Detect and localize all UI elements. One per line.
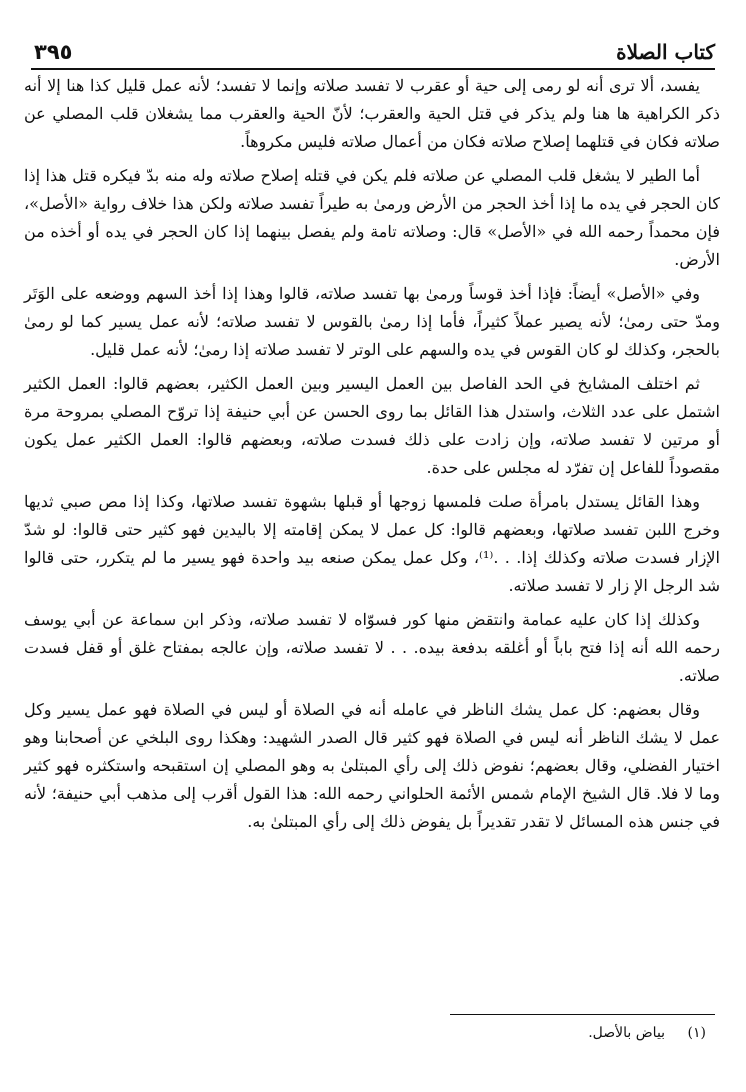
page-number: ٣٩٥: [34, 40, 73, 64]
page-header: [34, 30, 715, 64]
paragraph: وكذلك إذا كان عليه عمامة وانتقض منها كور فسوّاه لا تفسد صلاته، وذكر ابن سماعة عن أبي يوسف رحمه الله أنه إذا فتح باباً أو أغلقه بدفعة بيده. . . لا تفسد صلاته، وإن عالجه بمفتاح غلق أو قفل فسدت صلاته.: [24, 610, 720, 685]
main-text: [24, 72, 720, 842]
paragraph: يفسد، ألا ترى أنه لو رمى إلى حية أو عقرب لا تفسد صلاته وإنما لا تفسد؛ لأنه عمل قليل كذا هنا إلا أنه ذكر الكراهية ها هنا ولم يذكر في قتل الحية والعقرب؛ لأنّ الحية والعقرب مما يشغلان قلب المصلي عن صلاته فكان في قتلهما إصلاح صلاته فكان من أعمال صلاته فليس مكروهاً.: [24, 76, 720, 151]
header-rule: [31, 68, 715, 70]
paragraph: أما الطير لا يشغل قلب المصلي عن صلاته فلم يكن في قتله إصلاح صلاته وله منه بدّ فيكره قتل هذا إذا كان الحجر في يده ما إذا أخذ الحجر من الأرض ورمىٰ به طيراً تفسد صلاته ولكن هذا خلاف رواية «الأصل»، فإن محمداً رحمه الله في «الأصل» قال: وصلاته تامة ولم يفصل بينهما إذا كان الحجر في يده أو أخذه من الأرض.: [24, 166, 720, 269]
footnote: [588, 1022, 706, 1044]
footnote-marker: (١): [687, 1025, 706, 1041]
footnote-text: بياض بالأصل.: [588, 1025, 666, 1041]
paragraph: وهذا القائل يستدل بامرأة صلت فلمسها زوجها أو قبلها بشهوة تفسد صلاتها، وكذا إذا مص صبي ثديها وخرج اللبن تفسد صلاتها، وبعضهم قالوا: كل عمل لا يمكن إقامته إلا باليدين فهو كثير حتى قالوا: لو شدّ الإزار فسدت صلاته وكذلك إذا. . .⁽¹⁾، وكل عمل يمكن صنعه بيد واحدة فهو يسير ما لم يتكرر، حتى قالوا شد الرجل الإ زار لا تفسد صلاته.: [24, 492, 720, 595]
footnote-rule: [450, 1014, 715, 1015]
paragraph: وقال بعضهم: كل عمل يشك الناظر في عامله أنه في الصلاة أو ليس في الصلاة فهو عمل يسير وكل عمل لا يشك الناظر أنه ليس في الصلاة فهو كثير قال الصدر الشهيد: وهكذا روى البلخي عن أصحابنا وهو اختيار الفضلي، وقال بعضهم؛ نفوض ذلك إلى رأي المبتلىٰ به وهو المصلي إن استقبحه واستكثره فهو كثير وما لا فلا. قال الشيخ الإمام شمس الأئمة الحلواني رحمه الله: هذا القول أقرب إلى مذهب أبي حنيفة؛ لأنه في جنس هذه المسائل لا تقدر تقديراً بل يفوض ذلك إلى رأي المبتلىٰ به.: [24, 700, 720, 831]
book-title: كتاب الصلاة: [616, 40, 715, 64]
paragraph: ثم اختلف المشايخ في الحد الفاصل بين العمل اليسير وبين العمل الكثير، بعضهم قالوا: العمل الكثير اشتمل على عدد الثلاث، واستدل هذا القائل بما روى الحسن عن أبي حنيفة إذا تروّح المصلي بمروحة مرة أو مرتين لا تفسد صلاته، وإن زادت على ذلك فسدت صلاته، وبعضهم قالوا: العمل الكثير عمل يكون مقصوداً للفاعل إن تفرّد له مجلس على حدة.: [24, 374, 720, 477]
paragraph: وفي «الأصل» أيضاً: فإذا أخذ قوساً ورمىٰ بها تفسد صلاته، قالوا وهذا إذا أخذ السهم ووضعه على الوَتَر ومدّ حتى رمىٰ؛ لأنه يصير عملاً كثيراً، فأما إذا رمىٰ بالقوس لا تفسد صلاته؛ لأنه عمل يسير كما لو رمىٰ بالحجر، وكذلك لو كان القوس في يده والسهم على الوتر لا تفسد صلاته إذا رمىٰ؛ لأنه عمل قليل.: [24, 284, 720, 359]
